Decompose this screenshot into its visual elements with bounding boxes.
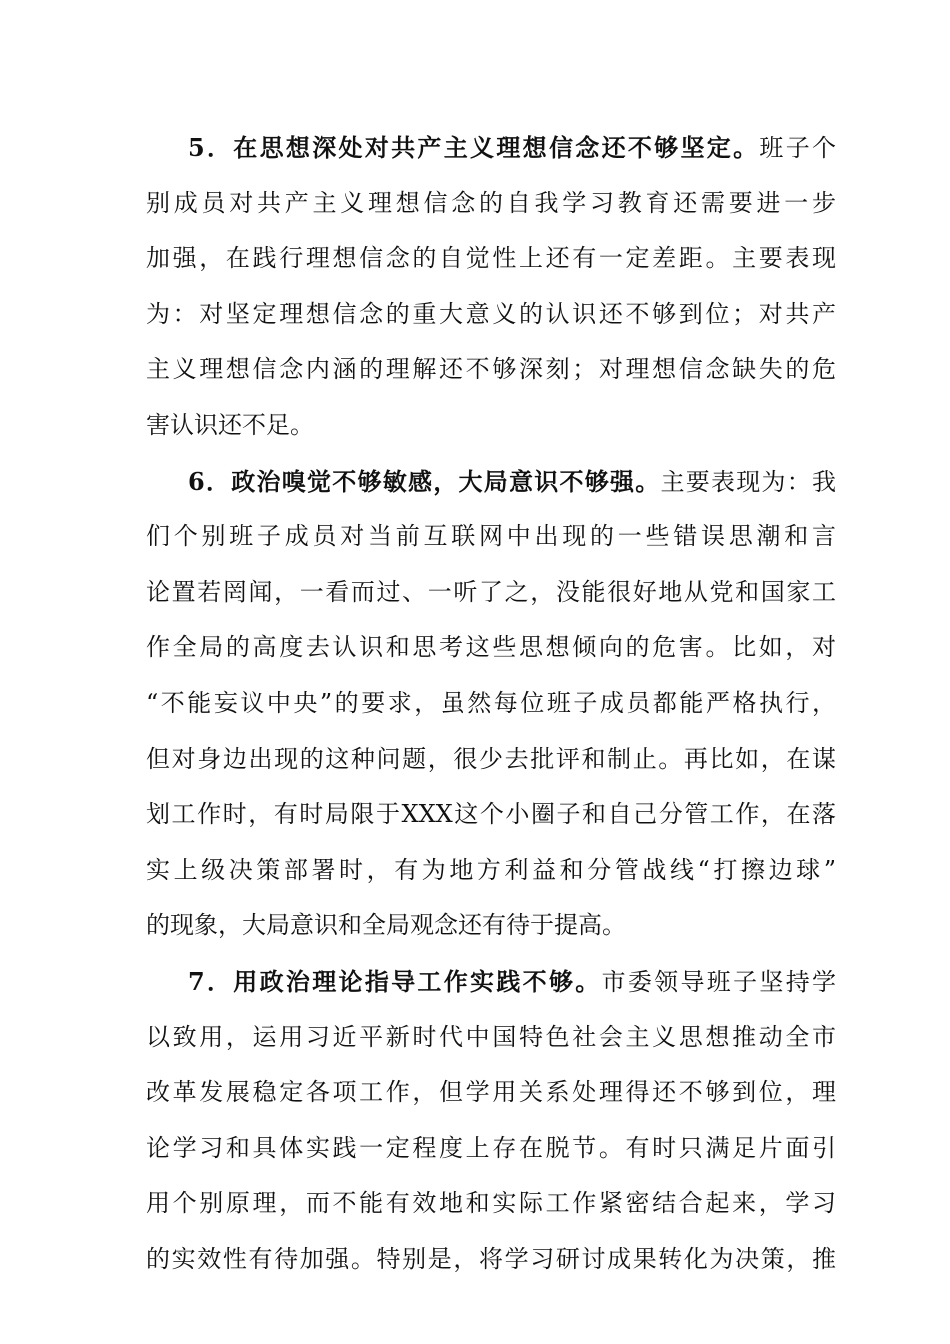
paragraph-6-heading: 6．政治嗅觉不够敏感，大局意识不够强。 [188, 466, 661, 496]
paragraph-5-line-5: 主义理想信念内涵的理解还不够深刻；对理想信念缺失的危 [146, 355, 836, 384]
paragraph-7-line-2: 以致用，运用习近平新时代中国特色社会主义思想推动全市 [146, 1022, 836, 1051]
paragraph-5-line-3: 加强，在践行理想信念的自觉性上还有一定差距。主要表现 [146, 244, 836, 273]
paragraph-6-line-1 [146, 454, 836, 510]
paragraph-6-line-8: 实上级决策部署时，有为地方利益和分管战线“打擦边球” [146, 855, 836, 884]
paragraph-6-line-6: 但对身边出现的这种问题，很少去批评和制止。再比如，在谋 [146, 744, 836, 773]
paragraph-6-text: 主要表现为：我 [660, 467, 836, 496]
paragraph-5-line-4: 为：对坚定理想信念的重大意义的认识还不够到位；对共产 [146, 299, 836, 328]
paragraph-7-text: 市委领导班子坚持学 [601, 967, 837, 996]
paragraph-6-line-9: 的现象，大局意识和全局观念还有待于提高。 [146, 911, 626, 940]
paragraph-7-heading: 7．用政治理论指导工作实践不够。 [188, 966, 602, 996]
paragraph-7-line-5: 用个别原理，而不能有效地和实际工作紧密结合起来，学习 [146, 1189, 836, 1218]
paragraph-6-line-2: 们个别班子成员对当前互联网中出现的一些错误思潮和言 [146, 522, 836, 551]
paragraph-5-line-2: 别成员对共产主义理想信念的自我学习教育还需要进一步 [146, 188, 836, 217]
paragraph-6-line-4: 作全局的高度去认识和思考这些思想倾向的危害。比如，对 [146, 633, 836, 662]
paragraph-7-line-1 [146, 954, 836, 1010]
document-body [146, 120, 836, 1287]
paragraph-5-line-1 [146, 120, 836, 176]
paragraph-7-line-4: 论学习和具体实践一定程度上存在脱节。有时只满足片面引 [146, 1133, 836, 1162]
paragraph-6-line-3: 论置若罔闻，一看而过、一听了之，没能很好地从党和国家工 [146, 577, 836, 606]
paragraph-5-heading: 5．在思想深处对共产主义理想信念还不够坚定。 [188, 133, 760, 162]
paragraph-6-line-5: “不能妄议中央”的要求，虽然每位班子成员都能严格执行， [146, 688, 836, 717]
paragraph-6-line-7: 划工作时，有时局限于XXX这个小圈子和自己分管工作，在落 [146, 800, 836, 829]
paragraph-7-line-6: 的实效性有待加强。特别是，将学习研讨成果转化为决策，推 [146, 1244, 836, 1273]
paragraph-7-line-3: 改革发展稳定各项工作，但学用关系处理得还不够到位，理 [146, 1078, 836, 1107]
paragraph-5-text: 班子个 [759, 134, 836, 162]
paragraph-5-line-6: 害认识还不足。 [146, 410, 314, 439]
